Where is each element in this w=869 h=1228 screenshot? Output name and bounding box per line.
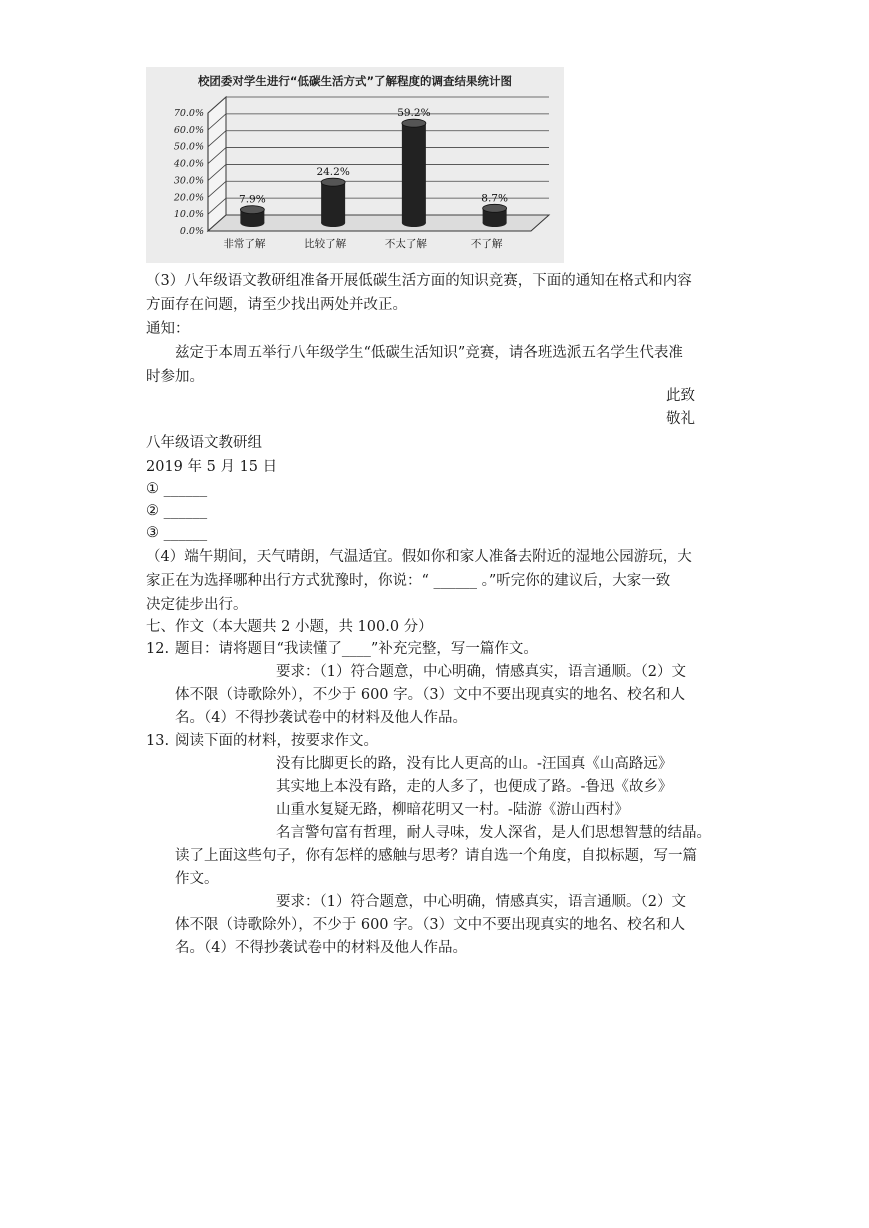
q13-quote1: 没有比脚更长的路，没有比人更高的山。-汪国真《山高路远》 (276, 756, 673, 772)
bar-base (483, 219, 507, 227)
q4-answer-blank[interactable]: ______ (433, 573, 478, 589)
bar-data-label: 7.9% (239, 193, 266, 206)
x-tick-label: 非常了解 (223, 238, 266, 250)
q4-line1: （4）端午期间，天气晴朗，气温适宜。假如你和家人准备去附近的湿地公园游玩，大 (146, 549, 692, 565)
bar (321, 178, 345, 227)
q12-req-line1: 要求：（1）符合题意，中心明确，情感真实，语言通顺。（2）文 (276, 664, 686, 680)
y-tick-label: 10.0% (173, 209, 204, 221)
y-tick-label: 40.0% (173, 158, 204, 170)
q13-para-line2: 读了上面这些句子，你有怎样的感触与思考？请自选一个角度，自拟标题，写一篇 (175, 848, 697, 864)
q13-para-line1: 名言警句富有哲理，耐人寻味，发人深省，是人们思想智慧的结晶。 (276, 825, 711, 841)
bar-data-label: 24.2% (316, 166, 350, 179)
chart-svg (146, 67, 564, 263)
bar-top (240, 206, 264, 214)
answer-line-1 (146, 478, 207, 500)
q12-req-line3: 名。（4）不得抄袭试卷中的材料及他人作品。 (175, 710, 467, 726)
answer-marker: ① (146, 481, 159, 497)
bar-top (402, 119, 426, 127)
q13-req-line3: 名。（4）不得抄袭试卷中的材料及他人作品。 (175, 940, 467, 956)
notice-date: 2019 年 5 月 15 日 (146, 459, 278, 475)
bar (402, 119, 426, 227)
chart-bars (239, 107, 508, 227)
q4-line3: 决定徒步出行。 (146, 597, 248, 613)
section-heading: 七、作文（本大题共 2 小题，共 100.0 分） (146, 619, 433, 635)
bar-body (402, 123, 426, 223)
q4-line2-after: 。”听完你的建议后，大家一致 (477, 573, 671, 589)
bar-base (240, 219, 264, 227)
survey-bar-chart (146, 67, 564, 263)
y-tick-label: 0.0% (179, 226, 204, 237)
bar-data-label: 8.7% (481, 192, 508, 205)
notice-heading: 通知： (146, 321, 190, 337)
bar-top (321, 178, 345, 186)
bar-top (483, 204, 507, 212)
answer-blank[interactable]: ______ (163, 503, 208, 519)
q12-number: 12. (146, 641, 170, 657)
x-tick-label: 比较了解 (304, 238, 347, 250)
notice-body-line1: 兹定于本周五举行八年级学生“低碳生活知识”竞赛，请各班选派五名学生代表准 (175, 345, 683, 361)
answer-line-2 (146, 500, 207, 522)
x-tick-label: 不了解 (470, 238, 503, 250)
bar-base (402, 219, 426, 227)
answer-blank[interactable]: ______ (163, 481, 208, 497)
y-tick-label: 70.0% (173, 108, 204, 119)
notice-body-line2: 时参加。 (146, 369, 204, 385)
answer-blank[interactable]: ______ (163, 525, 208, 541)
q3-prompt-line2: 方面存在问题，请至少找出两处并改正。 (146, 297, 407, 313)
q13-req-line1: 要求：（1）符合题意，中心明确，情感真实，语言通顺。（2）文 (276, 894, 686, 910)
q13-para-line3: 作文。 (175, 871, 219, 887)
bar-body (321, 182, 345, 223)
q13-quote2: 其实地上本没有路，走的人多了，也便成了路。-鲁迅《故乡》 (276, 779, 673, 795)
chart-x-axis (223, 237, 502, 250)
notice-signature: 八年级语文教研组 (146, 435, 262, 451)
q4-line2 (146, 570, 670, 592)
bar-base (321, 219, 345, 227)
notice-closing-1: 此致 (666, 388, 695, 404)
bar (483, 204, 507, 227)
y-tick-label: 30.0% (173, 175, 204, 187)
notice-closing-2: 敬礼 (666, 411, 695, 427)
q3-prompt-line1: （3）八年级语文教研组准备开展低碳生活方面的知识竞赛，下面的通知在格式和内容 (146, 273, 692, 289)
q12-line1: 题目：请将题目“我读懂了____”补充完整，写一篇作文。 (175, 641, 538, 657)
answer-marker: ② (146, 503, 159, 519)
answer-line-3 (146, 522, 207, 544)
q12-req-line2: 体不限（诗歌除外），不少于 600 字。（3）文中不要出现真实的地名、校名和人 (175, 687, 686, 703)
q4-line2-before: 家正在为选择哪种出行方式犹豫时，你说：“ (146, 573, 434, 589)
q13-line1: 阅读下面的材料，按要求作文。 (175, 733, 378, 749)
y-tick-label: 20.0% (173, 192, 204, 204)
y-tick-label: 60.0% (173, 124, 204, 136)
answer-marker: ③ (146, 525, 159, 541)
chart-title: 校团委对学生进行“低碳生活方式”了解程度的调查结果统计图 (197, 74, 513, 88)
chart-side-wall (208, 97, 226, 231)
q13-number: 13. (146, 733, 170, 749)
bar (240, 206, 264, 227)
q13-req-line2: 体不限（诗歌除外），不少于 600 字。（3）文中不要出现真实的地名、校名和人 (175, 917, 686, 933)
x-tick-label: 不太了解 (384, 238, 427, 250)
chart-y-axis (173, 108, 204, 237)
q13-quote3: 山重水复疑无路，柳暗花明又一村。-陆游《游山西村》 (276, 802, 629, 818)
y-tick-label: 50.0% (173, 141, 204, 153)
bar-data-label: 59.2% (397, 107, 431, 120)
